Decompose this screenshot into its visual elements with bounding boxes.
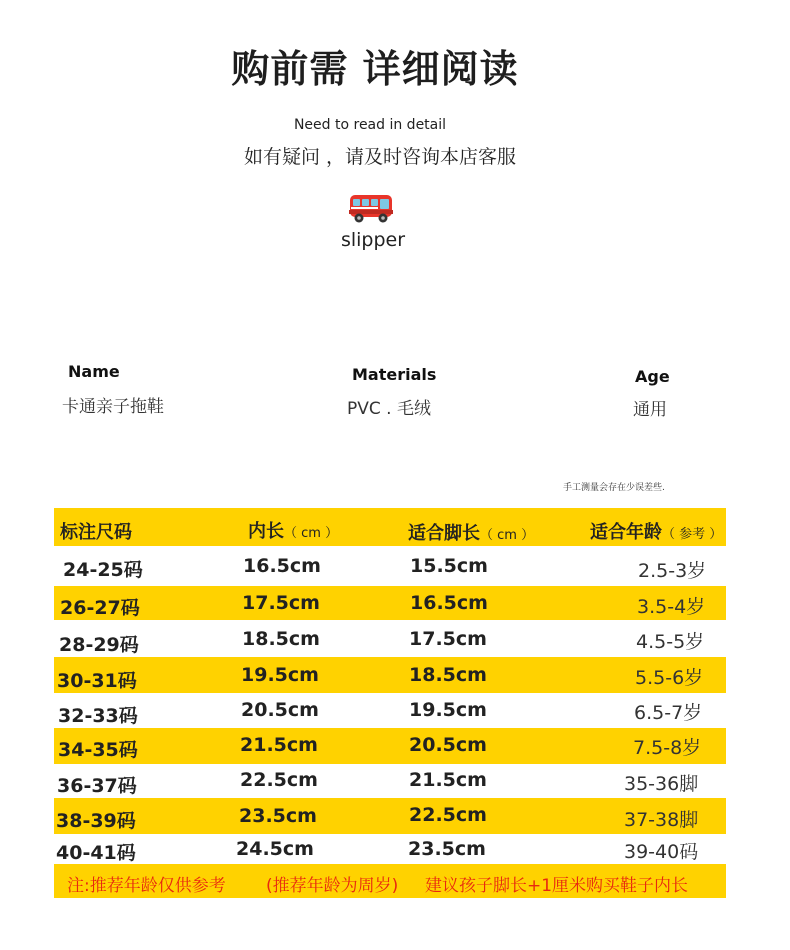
table-cell-size: 34-35码 [58,739,138,761]
header-age: 适合年龄（ 参考 ） [590,522,723,543]
header-size: 标注尺码 [60,522,132,543]
table-cell-foot: 19.5cm [409,699,487,721]
table-cell-foot: 15.5cm [410,555,488,577]
table-cell-age: 2.5-3岁 [638,560,707,582]
page-title: 购前需 详细阅读 [231,47,519,91]
table-cell-age: 35-36脚 [624,773,699,795]
measurement-note: 手工测量会存在少误差些. [563,483,665,493]
table-cell-inner: 18.5cm [242,628,320,650]
table-cell-size: 36-37码 [57,775,137,797]
table-cell-inner: 21.5cm [240,734,318,756]
info-materials-label: Materials [352,365,437,384]
table-cell-inner: 24.5cm [236,838,314,860]
footnote-age-note: (推荐年龄为周岁) [266,876,399,896]
row-band [54,728,726,764]
subtitle-en: Need to read in detail [293,117,447,133]
info-name-value: 卡通亲子拖鞋 [62,397,164,417]
info-age-value: 通用 [633,400,667,420]
table-cell-age: 39-40码 [624,841,699,863]
info-materials-value: PVC . 毛绒 [347,399,431,419]
footnote-age-reference: 注:推荐年龄仅供参考 [67,876,226,896]
table-cell-foot: 20.5cm [409,734,487,756]
table-cell-age: 4.5-5岁 [636,631,705,653]
info-age-label: Age [635,367,670,386]
subtitle-cn: 如有疑问 ，请及时咨询本店客服 [243,146,517,168]
table-cell-size: 30-31码 [57,670,137,692]
table-cell-age: 37-38脚 [624,809,699,831]
table-cell-age: 7.5-8岁 [633,737,702,759]
table-cell-inner: 16.5cm [243,555,321,577]
table-cell-inner: 19.5cm [241,664,319,686]
table-cell-inner: 20.5cm [241,699,319,721]
table-cell-size: 26-27码 [60,597,140,619]
table-cell-inner: 17.5cm [242,592,320,614]
row-band [54,586,726,620]
header-inner-length: 内长（ cm ） [248,521,339,542]
table-cell-size: 32-33码 [58,705,138,727]
table-cell-size: 38-39码 [56,810,136,832]
table-cell-size: 24-25码 [63,559,143,581]
table-cell-age: 6.5-7岁 [634,702,703,724]
bus-icon [348,194,394,224]
table-cell-foot: 21.5cm [409,769,487,791]
table-cell-size: 40-41码 [56,842,136,864]
info-name-label: Name [68,362,120,381]
table-cell-inner: 22.5cm [240,769,318,791]
table-cell-foot: 23.5cm [408,838,486,860]
table-cell-foot: 22.5cm [409,804,487,826]
product-name-en: slipper [340,229,406,251]
table-cell-age: 3.5-4岁 [637,596,706,618]
row-band [54,657,726,693]
table-cell-foot: 18.5cm [409,664,487,686]
table-cell-foot: 16.5cm [410,592,488,614]
header-foot-length: 适合脚长（ cm ） [408,523,535,544]
table-cell-age: 5.5-6岁 [635,667,704,689]
table-cell-inner: 23.5cm [239,805,317,827]
table-cell-foot: 17.5cm [409,628,487,650]
footnote-size-advice: 建议孩子脚长+1厘米购买鞋子内长 [425,876,689,896]
table-cell-size: 28-29码 [59,634,139,656]
